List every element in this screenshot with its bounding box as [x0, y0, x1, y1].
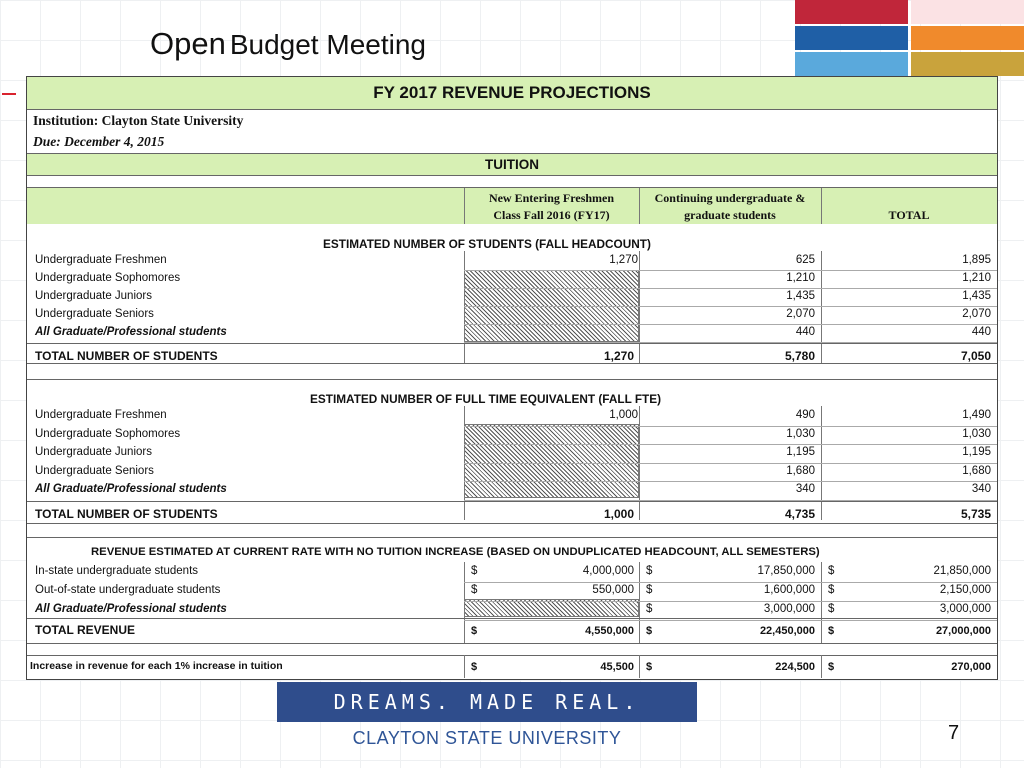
fte-row-2-total: 1,195 — [962, 446, 991, 458]
block-blue — [795, 26, 908, 50]
hc-row-1-label: Undergraduate Sophomores — [35, 272, 181, 284]
institution: Institution: Clayton State University — [33, 113, 244, 128]
tuition-label: TUITION — [485, 157, 539, 172]
fte-row-1-label: Undergraduate Sophomores — [35, 427, 181, 440]
fte-row-0-new: 1,000 — [609, 409, 638, 421]
slogan-text: DREAMS. MADE REAL. — [333, 690, 641, 714]
slide-title — [150, 26, 426, 62]
hc-row-4-cont: 440 — [795, 326, 815, 338]
inc-cont-dollar: $ — [646, 661, 653, 673]
rev-row-2-total: 3,000,000 — [939, 603, 991, 615]
currency-sign: $ — [828, 584, 835, 596]
hc-row-4-total: 440 — [971, 326, 991, 338]
fte-row-2-label: Undergraduate Juniors — [35, 446, 152, 458]
rev-total-total-dollar: $ — [828, 625, 835, 637]
divider — [27, 618, 997, 619]
fte-row-3-total: 1,680 — [962, 464, 991, 477]
currency-sign: $ — [646, 584, 653, 596]
fte-row-0-total: 1,490 — [962, 409, 991, 421]
row-divider — [464, 601, 997, 602]
inc-new: 45,500 — [600, 661, 634, 673]
brand-color-blocks — [795, 0, 1024, 76]
currency-sign: $ — [471, 565, 478, 577]
row-divider — [464, 463, 997, 464]
divider — [27, 523, 997, 524]
tuition-row — [27, 154, 997, 175]
fte-total-label: TOTAL NUMBER OF STUDENTS — [35, 507, 218, 521]
slogan-banner — [277, 682, 697, 722]
hc-total-total: 7,050 — [960, 349, 991, 363]
fte-row-0-label: Undergraduate Freshmen — [35, 409, 167, 421]
fte-total-new: 1,000 — [603, 507, 634, 521]
fte-row-2-cont: 1,195 — [786, 446, 815, 458]
inc-cont: 224,500 — [775, 661, 815, 673]
rev-row-0-new: 4,000,000 — [582, 565, 634, 577]
hc-row-2-label: Undergraduate Juniors — [35, 290, 152, 302]
fte-total-total: 5,735 — [960, 507, 991, 521]
inc-new-dollar: $ — [471, 661, 478, 673]
page-number: 7 — [948, 722, 960, 744]
fte-heading: ESTIMATED NUMBER OF FULL TIME EQUIVALENT (FALL FTE) — [310, 392, 662, 406]
divider — [27, 537, 997, 538]
headcount-heading: ESTIMATED NUMBER OF STUDENTS (FALL HEADCOUNT) — [323, 237, 651, 251]
revenue-heading: REVENUE ESTIMATED AT CURRENT RATE WITH NO TUITION INCREASE (BASED ON UNDUPLICATED HEADCOUNT, ALL SEMESTERS) — [91, 546, 820, 558]
inc-total-dollar: $ — [828, 661, 835, 673]
row-divider — [464, 444, 997, 445]
rev-total-label: TOTAL REVENUE — [35, 623, 136, 637]
hc-row-4-label: All Graduate/Professional students — [35, 326, 227, 338]
row-divider — [464, 270, 997, 271]
rev-row-2-label: All Graduate/Professional students — [35, 603, 227, 615]
divider — [27, 363, 997, 364]
rev-row-1-new: 550,000 — [592, 584, 634, 596]
rev-total-total: 27,000,000 — [935, 625, 991, 637]
fte-total-cont: 4,735 — [784, 507, 815, 521]
hc-row-0-cont: 625 — [795, 254, 815, 266]
sheet-title: FY 2017 REVENUE PROJECTIONS — [373, 83, 651, 102]
hc-total-label: TOTAL NUMBER OF STUDENTS — [35, 349, 218, 363]
row-divider — [464, 582, 997, 583]
hc-row-1-total: 1,210 — [962, 272, 991, 284]
hc-row-2-total: 1,435 — [962, 290, 991, 302]
hatched-cells — [464, 424, 639, 498]
col-new-line1: New Entering Freshmen — [488, 191, 615, 205]
slide-title-word1: Open — [150, 26, 226, 61]
increase-label: Increase in revenue for each 1% increase in tuition — [30, 660, 283, 672]
fte-row-3-cont: 1,680 — [786, 464, 815, 477]
divider — [27, 109, 997, 110]
hc-row-3-label: Undergraduate Seniors — [35, 308, 154, 320]
rev-total-cont: 22,450,000 — [759, 625, 815, 637]
rev-row-2-cont: 3,000,000 — [763, 603, 815, 615]
hc-row-0-label: Undergraduate Freshmen — [35, 254, 167, 266]
rev-row-1-cont: 1,600,000 — [763, 584, 815, 596]
rev-row-0-label: In-state undergraduate students — [35, 565, 199, 577]
due-date: Due: December 4, 2015 — [33, 134, 165, 149]
currency-sign: $ — [471, 584, 478, 596]
row-divider — [464, 288, 997, 289]
row-divider — [464, 500, 997, 501]
currency-sign: $ — [646, 565, 653, 577]
col-total: TOTAL — [888, 208, 930, 222]
rev-total-new: 4,550,000 — [585, 625, 634, 637]
row-divider — [464, 306, 997, 307]
fte-row-4-cont: 340 — [795, 483, 815, 495]
revenue-spreadsheet — [26, 76, 998, 680]
block-red — [795, 0, 908, 24]
divider — [27, 643, 997, 644]
col-new-line2: Class Fall 2016 (FY17) — [493, 208, 610, 222]
rev-total-cont-dollar: $ — [646, 625, 653, 637]
hc-row-0-total: 1,895 — [962, 254, 991, 266]
inc-total: 270,000 — [951, 661, 991, 673]
divider — [27, 379, 997, 380]
divider — [27, 655, 997, 656]
block-orange — [911, 26, 1024, 50]
currency-sign: $ — [646, 603, 653, 615]
divider — [27, 343, 997, 344]
block-gold — [911, 52, 1024, 76]
block-pink — [911, 0, 1024, 24]
sheet-title-row — [27, 77, 997, 109]
col-divider — [464, 188, 465, 224]
block-lightblue — [795, 52, 908, 76]
column-header-row — [27, 188, 997, 224]
col-cont-line2: graduate students — [684, 208, 776, 222]
currency-sign: $ — [828, 603, 835, 615]
rev-row-0-cont: 17,850,000 — [757, 565, 815, 577]
rev-total-new-dollar: $ — [471, 625, 478, 637]
hc-row-1-cont: 1,210 — [786, 272, 815, 284]
col-divider — [639, 251, 640, 363]
hc-row-2-cont: 1,435 — [786, 290, 815, 302]
accent-line — [2, 93, 16, 95]
slide-title-rest: Budget Meeting — [229, 29, 426, 60]
rev-row-1-total: 2,150,000 — [939, 584, 991, 596]
fte-row-4-total: 340 — [971, 483, 991, 495]
col-divider — [464, 251, 465, 363]
fte-row-4-label: All Graduate/Professional students — [35, 483, 227, 495]
hc-total-cont: 5,780 — [784, 349, 815, 363]
hc-row-3-cont: 2,070 — [786, 308, 815, 320]
hc-total-new: 1,270 — [603, 349, 634, 363]
row-divider — [464, 342, 997, 343]
fte-row-1-cont: 1,030 — [786, 427, 815, 440]
col-divider — [639, 188, 640, 224]
row-divider — [464, 620, 997, 621]
hc-row-0-new: 1,270 — [609, 254, 638, 266]
divider — [27, 175, 997, 176]
rev-row-0-total: 21,850,000 — [933, 565, 991, 577]
row-divider — [464, 324, 997, 325]
fte-row-1-total: 1,030 — [962, 427, 991, 440]
currency-sign: $ — [828, 565, 835, 577]
divider — [27, 501, 997, 502]
university-name: CLAYTON STATE UNIVERSITY — [352, 728, 622, 748]
col-divider — [821, 251, 822, 363]
row-divider — [464, 426, 997, 427]
hc-row-3-total: 2,070 — [962, 308, 991, 320]
row-divider — [464, 481, 997, 482]
fte-row-0-cont: 490 — [795, 409, 815, 421]
col-divider — [821, 188, 822, 224]
rev-row-1-label: Out-of-state undergraduate students — [35, 584, 221, 596]
fte-row-3-label: Undergraduate Seniors — [35, 464, 154, 477]
col-cont-line1: Continuing undergraduate & — [654, 191, 806, 205]
